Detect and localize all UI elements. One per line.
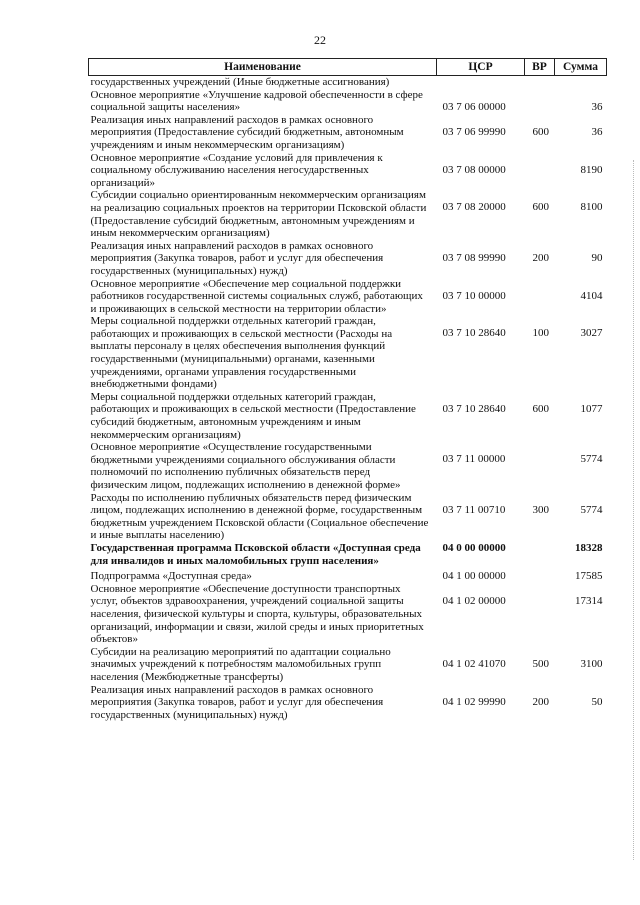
cell-csr: 03 7 10 28640 (442, 327, 506, 340)
cell-name: Реализация иных направлений расходов в рамках основного мероприятия (Закупка товаров, работ и услуг для обеспечения государственных (муниципальных) нужд) (90, 239, 384, 277)
cell-name: Меры социальной поддержки отдельных категорий граждан, работающих и проживающих в сельской местности (Расходы на выплаты персоналу в целях обеспечения выполнения функций государственными (муниципальными) органами, казенными учреждениями, органами управления государственными внебюджетными фондами) (90, 315, 393, 391)
table-row (89, 189, 607, 239)
table-row (89, 89, 607, 114)
table-row (89, 76, 607, 89)
cell-vr: 200 (532, 251, 549, 264)
cell-vr: 300 (532, 503, 549, 516)
cell-name: государственных учреждений (Иные бюджетные ассигнования) (90, 76, 390, 88)
table-row (89, 646, 607, 684)
table-row (89, 492, 607, 542)
cell-csr: 04 1 02 41070 (442, 657, 506, 670)
table-row (89, 684, 607, 722)
cell-sum: 5774 (580, 453, 603, 466)
scan-edge-mark (632, 160, 634, 860)
cell-name: Подпрограмма «Доступная среда» (90, 570, 252, 583)
cell-name: Меры социальной поддержки отдельных категорий граждан, работающих и проживающих в сельской местности (Предоставление субсидий бюджетным, автономным учреждениям и иным некоммерческим организациям) (90, 390, 416, 441)
cell-name: Реализация иных направлений расходов в рамках основного мероприятия (Закупка товаров, работ и услуг для обеспечения государственных (муниципальных) нужд) (90, 683, 384, 721)
cell-name: Основное мероприятие «Создание условий для привлечения к социальному обслуживанию населения негосударственных организаций» (90, 151, 383, 189)
cell-vr: 500 (532, 657, 549, 670)
table-row (89, 441, 607, 491)
cell-sum: 17314 (575, 594, 603, 607)
cell-vr: 100 (532, 327, 549, 340)
cell-csr: 04 1 02 99990 (442, 695, 506, 708)
cell-sum: 1077 (580, 402, 603, 415)
header-vr: ВР (525, 59, 555, 76)
cell-sum: 17585 (575, 570, 603, 583)
table-row (89, 278, 607, 316)
cell-csr (437, 76, 525, 89)
cell-vr (525, 89, 555, 114)
header-sum: Сумма (555, 59, 607, 76)
cell-csr: 03 7 08 99990 (442, 251, 506, 264)
cell-name: Основное мероприятие «Обеспечение мер социальной поддержки работников государственной системы социальных служб, работающих и проживающих в сельской местности на территории области» (90, 277, 423, 315)
cell-sum: 5774 (580, 503, 603, 516)
cell-vr (525, 278, 555, 316)
cell-vr: 600 (532, 125, 549, 138)
cell-name: Основное мероприятие «Осуществление государственными бюджетными учреждениями социального обслуживания области полномочий по исполнению публичных обязательств перед физическим лицом, подлежащих исполнению в денежной форме» (90, 441, 401, 491)
table-body (89, 76, 607, 722)
table-header-row (89, 59, 607, 76)
cell-vr (525, 567, 555, 583)
cell-vr (525, 583, 555, 646)
header-name: Наименование (89, 59, 437, 76)
cell-csr: 03 7 11 00000 (442, 453, 506, 466)
cell-sum: 50 (591, 695, 603, 708)
table-row (89, 391, 607, 441)
cell-sum: 8100 (580, 201, 603, 214)
cell-sum: 18328 (575, 541, 603, 554)
cell-csr: 03 7 08 00000 (442, 163, 506, 176)
cell-sum: 90 (591, 251, 603, 264)
cell-vr (525, 542, 555, 567)
cell-sum: 3100 (580, 657, 603, 670)
table-row (89, 240, 607, 278)
cell-name: Основное мероприятие «Улучшение кадровой обеспеченности в сфере социальной защиты населения» (90, 88, 423, 114)
header-csr: ЦСР (437, 59, 525, 76)
table-row (89, 583, 607, 646)
table-row (89, 114, 607, 152)
table-row (89, 542, 607, 567)
cell-name: Государственная программа Псковской области «Доступная среда для инвалидов и иных маломобильных групп населения» (90, 541, 421, 567)
cell-vr (525, 76, 555, 89)
cell-name: Расходы по исполнению публичных обязательств перед физическим лицом, подлежащих исполнению в денежной форме, государственным бюджетным учреждением Псковской области (Социальное обеспечение и иные выплаты населению) (90, 491, 429, 542)
cell-name: Реализация иных направлений расходов в рамках основного мероприятия (Предоставление субсидий бюджетным, автономным учреждениям и иным некоммерческим организациям) (90, 113, 404, 151)
cell-sum: 36 (591, 125, 603, 138)
cell-name: Субсидии на реализацию мероприятий по адаптации социально значимых учреждений к потребностям маломобильных групп населения (Межбюджетные трансферты) (90, 645, 391, 683)
cell-sum: 3027 (580, 327, 603, 340)
budget-table (88, 58, 607, 721)
cell-csr: 04 0 00 00000 (442, 541, 506, 554)
table-row (89, 567, 607, 583)
cell-csr: 04 1 02 00000 (442, 594, 506, 607)
cell-csr: 03 7 08 20000 (442, 201, 506, 214)
table-row (89, 152, 607, 190)
cell-csr: 04 1 00 00000 (442, 570, 506, 583)
cell-sum: 4104 (580, 289, 603, 302)
cell-csr: 03 7 10 00000 (442, 289, 506, 302)
cell-vr (525, 441, 555, 491)
cell-vr (525, 152, 555, 190)
table-row (89, 315, 607, 391)
cell-sum (555, 76, 607, 89)
cell-sum: 36 (591, 100, 603, 113)
cell-csr: 03 7 11 00710 (442, 503, 506, 516)
budget-table-container (88, 58, 606, 721)
cell-csr: 03 7 06 99990 (442, 125, 506, 138)
cell-vr: 600 (532, 201, 549, 214)
cell-name: Основное мероприятие «Обеспечение доступности транспортных услуг, объектов здравоохранения, учреждений социальной защиты населения, физической культуры и спорта, культуры, образовательных организаций, информации и связи, жилой среды и иных приоритетных объектов» (90, 582, 424, 646)
cell-vr: 600 (532, 402, 549, 415)
cell-csr: 03 7 06 00000 (442, 100, 506, 113)
cell-name: Субсидии социально ориентированным некоммерческим организациям на реализацию социальных проектов на территории Псковской области (Предоставление субсидий бюджетным, автономным учреждениям и иным некоммерческим организациям) (90, 189, 427, 240)
cell-vr: 200 (532, 695, 549, 708)
cell-sum: 8190 (580, 163, 603, 176)
page-number: 22 (314, 33, 326, 47)
cell-csr: 03 7 10 28640 (442, 402, 506, 415)
